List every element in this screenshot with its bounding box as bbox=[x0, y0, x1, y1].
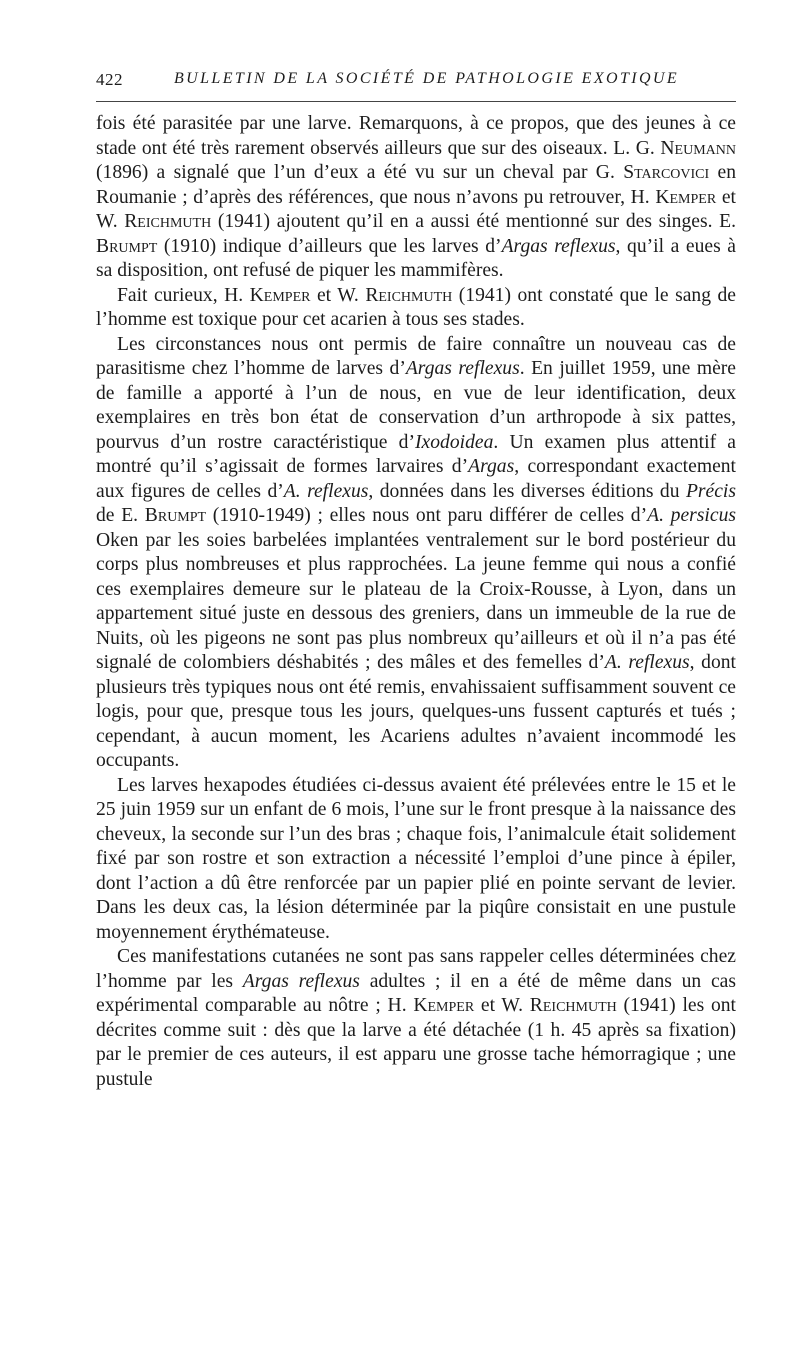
author-name: Neumann bbox=[660, 137, 736, 159]
text-run: (1941) ajoutent qu’il en a aussi été mentionné sur des singes. E. bbox=[211, 211, 736, 232]
author-name: Kemper bbox=[655, 186, 717, 208]
italic-term: A. persicus bbox=[647, 505, 736, 526]
author-name: Reichmuth bbox=[124, 211, 212, 232]
page-header bbox=[96, 70, 736, 96]
paragraph bbox=[96, 112, 736, 284]
text-run: , qu’il a eues à sa disposition, ont refusé de piquer les mammifères. bbox=[96, 235, 736, 281]
text-run: et W. bbox=[474, 995, 530, 1016]
author-name: Brumpt bbox=[96, 235, 158, 257]
header-rule bbox=[96, 101, 736, 102]
author-name: Kemper bbox=[249, 284, 311, 306]
text-run: Ces manifestations cutanées ne sont pas sans rappeler celles déterminées chez l’homme par les bbox=[96, 946, 736, 992]
text-run: en Roumanie ; d’après des références, que nous n’avons pu retrouver, H. bbox=[96, 162, 736, 208]
text-run: fois été parasitée par une larve. Remarquons, à ce propos, que des jeunes à ce stade ont été très rarement observés ailleurs que sur des oiseaux. L. G. bbox=[96, 113, 736, 159]
text-run: Oken par les soies barbelées implantées ventralement sur le bord postérieur du corps plus nombreuses et plus rapprochées. La jeune femme qui nous a confié ces exemplaires demeure sur le plateau de la Croix-Rousse, à Lyon, dans un appartement situé juste en dessous des greniers, dans un immeuble de la rue de Nuits, où les pigeons ne sont pas plus nombreux qu’ailleurs et où il n’a pas été signalé de colombiers déshabités ; des mâles et des femelles d’ bbox=[96, 529, 736, 673]
text-run: (1910-1949) ; elles nous ont paru différer de celles d’ bbox=[206, 505, 648, 526]
text-run: . En juillet 1959, une mère de famille a apporté à l’un de nous, en vue de leur identification, deux exemplaires en très bon état de conservation d’un arthropode à six pattes, pourvus d’un rostre caractéristique d’ bbox=[96, 358, 736, 453]
paragraph bbox=[96, 333, 736, 774]
italic-term: Argas reflexus bbox=[405, 358, 520, 379]
text-run: (1910) indique d’ailleurs que les larves d’ bbox=[157, 235, 502, 257]
italic-term: A. reflexus bbox=[604, 652, 690, 673]
running-title: BULLETIN DE LA SOCIÉTÉ DE PATHOLOGIE EXOTIQUE bbox=[174, 70, 680, 87]
page-number: 422 bbox=[96, 70, 123, 89]
author-name: Kemper bbox=[413, 995, 475, 1016]
italic-term: Argas bbox=[468, 456, 515, 477]
italic-term: A. reflexus bbox=[283, 480, 369, 502]
text-run: et W. bbox=[96, 186, 736, 232]
author-name: Reichmuth bbox=[365, 284, 453, 306]
paragraph bbox=[96, 284, 736, 333]
text-run: et W. bbox=[310, 284, 366, 306]
text-run: adultes ; il en a été de même dans un cas expérimental comparable au nôtre ; H. bbox=[96, 970, 736, 1016]
text-run: (1896) a signalé que l’un d’eux a été vu sur un cheval par G. bbox=[96, 162, 624, 183]
text-run: Fait curieux, H. bbox=[117, 284, 250, 306]
text-run: , correspondant exactement aux figures de celles d’ bbox=[96, 456, 737, 502]
text-run: (1941) les ont décrites comme suit : dès que la larve a été détachée (1 h. 45 après sa fixation) par le premier de ces auteurs, il est apparu une grosse tache hémorragique ; une pustule bbox=[96, 995, 736, 1090]
italic-term: Argas reflexus bbox=[501, 235, 616, 257]
text-run: , dont plusieurs très typiques nous ont été remis, envahissaient suffisamment souvent ce logis, pour que, presque tous les jours, quelques-uns fussent capturés et tués ; cependant, à aucun moment, les Acariens adultes n’avaient incommodé les occupants. bbox=[96, 652, 736, 771]
author-name: Starcovici bbox=[623, 162, 710, 183]
text-run: , données dans les diverses éditions du bbox=[368, 480, 686, 502]
italic-term: Ixodoidea bbox=[415, 431, 494, 453]
article-body bbox=[96, 112, 736, 1092]
author-name: Brumpt bbox=[144, 505, 207, 526]
italic-term: Précis bbox=[685, 480, 736, 502]
italic-term: Argas reflexus bbox=[242, 970, 360, 992]
text-run: Les larves hexapodes étudiées ci-dessus avaient été prélevées entre le 15 et le 25 juin 1959 sur un enfant de 6 mois, l’une sur le front presque à la naissance des cheveux, la seconde sur l’un des bras ; chaque fois, l’animalcule était solidement fixé par son rostre et son extraction a nécessité l’emploi d’une pince à épiler, dont l’action a dû être renforcée par un papier plié en pointe servant de levier. Dans les deux cas, la lésion déterminée par la piqûre consistait en une pustule moyennement érythémateuse. bbox=[96, 774, 736, 943]
author-name: Reichmuth bbox=[529, 995, 617, 1016]
text-run: (1941) ont constaté que le sang de l’homme est toxique pour cet acarien à tous ses stades. bbox=[96, 284, 736, 330]
text-run: . Un examen plus attentif a montré qu’il s’agissait de formes larvaires d’ bbox=[96, 431, 736, 477]
paragraph bbox=[96, 774, 736, 946]
paragraph bbox=[96, 945, 736, 1092]
text-run: Les circonstances nous ont permis de faire connaître un nouveau cas de parasitisme chez l’homme de larves d’ bbox=[96, 333, 736, 379]
text-run: de E. bbox=[96, 505, 145, 526]
